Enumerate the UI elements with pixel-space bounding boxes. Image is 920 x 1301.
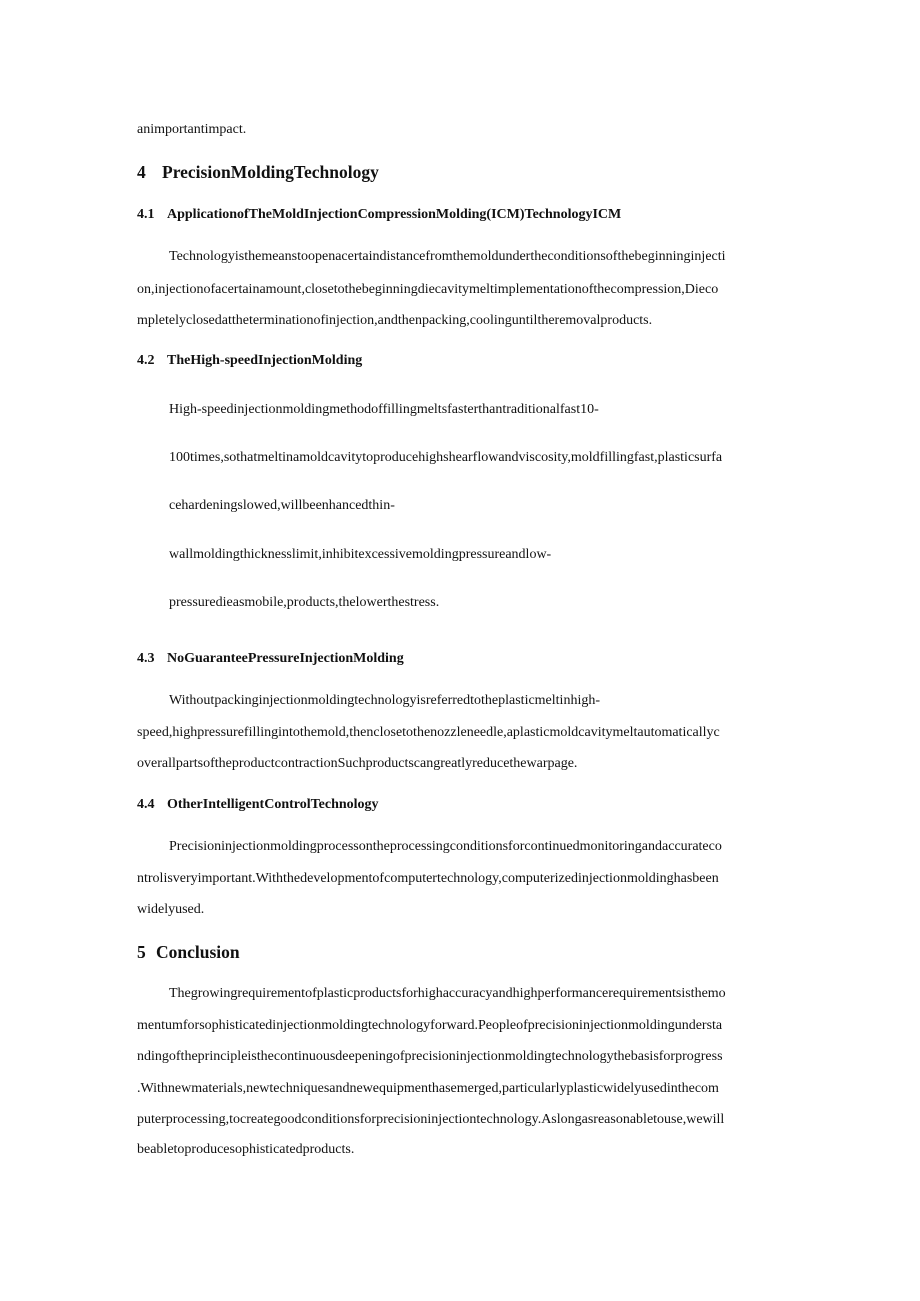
paragraph-line: ntrolisveryimportant.Withthedevelopmentofcomputertechnology,computerizedinjectionmoldinghasbeen (137, 871, 719, 886)
section-5-heading (137, 941, 240, 963)
paragraph-line: beabletoproducesophisticatedproducts. (137, 1142, 355, 1157)
paragraph-line: ndingoftheprincipleisthecontinuousdeepeningofprecisioninjectionmoldingtechnologythebasisforprogress (137, 1049, 723, 1064)
subsection-4-4-heading (137, 796, 379, 814)
subsection-4-1-heading (137, 206, 621, 224)
section-4-title: PrecisionMoldingTechnology (162, 162, 379, 182)
subsection-4-4-number: 4.4 (137, 797, 155, 812)
paragraph-line: Thegrowingrequirementofplasticproductsforhighaccuracyandhighperformancerequirementsisthemo (169, 986, 726, 1001)
subsection-4-3-title: NoGuaranteePressureInjectionMolding (167, 651, 404, 666)
subsection-4-4-title: OtherIntelligentControlTechnology (167, 797, 379, 812)
section-5-title: Conclusion (156, 942, 240, 962)
paragraph-line: Precisioninjectionmoldingprocessontheprocessingconditionsforcontinuedmonitoringandaccurateco (169, 839, 722, 854)
paragraph-line: Withoutpackinginjectionmoldingtechnologyisreferredtotheplasticmeltinhigh- (169, 693, 600, 708)
paragraph-line: widelyused. (137, 902, 205, 917)
paragraph-line: on,injectionofacertainamount,closetothebeginningdiecavitymeltimplementationofthecompression,Dieco (137, 282, 719, 297)
intro-tail-text: animportantimpact. (137, 122, 247, 137)
paragraph-line: mpletelyclosedattheterminationofinjection,andthenpacking,coolinguntiltheremovalproducts. (137, 313, 653, 328)
paragraph-line: puterprocessing,tocreategoodconditionsforprecisioninjectiontechnology.Aslongasreasonabletouse,wewill (137, 1112, 725, 1127)
subsection-4-2-heading (137, 352, 362, 370)
paragraph-line: pressuredieasmobile,products,thelowerthestress. (169, 595, 440, 610)
paragraph-line: High-speedinjectionmoldingmethodoffillingmeltsfasterthantraditionalfast10- (169, 402, 599, 417)
paragraph-line: .Withnewmaterials,newtechniquesandnewequipmenthasemerged,particularlyplasticwidelyusedinthecom (137, 1081, 719, 1096)
subsection-4-2-number: 4.2 (137, 353, 155, 368)
paragraph-line: cehardeningslowed,willbeenhancedthin- (169, 498, 395, 513)
subsection-4-2-title: TheHigh-speedInjectionMolding (167, 353, 363, 368)
paragraph-line: Technologyisthemeanstoopenacertaindistancefromthemoldundertheconditionsofthebeginninginjecti (169, 249, 726, 264)
subsection-4-1-number: 4.1 (137, 207, 155, 222)
section-4-number: 4 (137, 162, 146, 182)
paragraph-line: wallmoldingthicknesslimit,inhibitexcessivemoldingpressureandlow- (169, 547, 552, 562)
paragraph-line: 100times,sothatmeltinamoldcavitytoproducehighshearflowandviscosity,moldfillingfast,plasticsurfa (169, 450, 723, 465)
section-4-heading (137, 161, 379, 183)
section-5-number: 5 (137, 942, 146, 962)
subsection-4-3-heading (137, 650, 404, 668)
subsection-4-3-number: 4.3 (137, 651, 155, 666)
paragraph-line: speed,highpressurefillingintothemold,thenclosetothenozzleneedle,aplasticmoldcavitymeltautomaticallyc (137, 725, 720, 740)
paragraph-line: mentumforsophisticatedinjectionmoldingtechnologyforward.Peopleofprecisioninjectionmoldingundersta (137, 1018, 723, 1033)
subsection-4-1-title: ApplicationofTheMoldInjectionCompressionMolding(ICM)TechnologyICM (167, 207, 622, 222)
paragraph-line: overallpartsoftheproductcontractionSuchproductscangreatlyreducethewarpage. (137, 756, 578, 771)
